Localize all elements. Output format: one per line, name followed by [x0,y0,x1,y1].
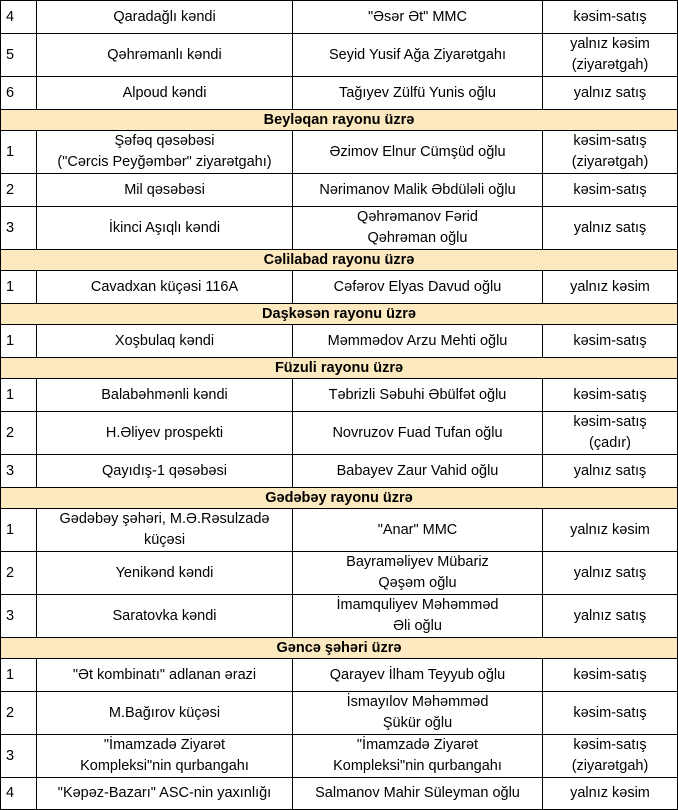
table-row [1,131,678,174]
owner-cell: Təbrizli Səbuhi Əbülfət oğlu [293,379,543,412]
activity-type-cell: yalnız kəsim [543,271,678,304]
section-header-row [1,110,678,131]
location-cell: Yenikənd kəndi [37,552,293,595]
activity-type-cell: yalnız satış [543,455,678,488]
owner-cell: Bayraməliyev Mübariz Qəşəm oğlu [293,552,543,595]
location-cell: Balabəhmənli kəndi [37,379,293,412]
table-row [1,174,678,207]
location-cell: Cavadxan küçəsi 116A [37,271,293,304]
section-title: Cəlilabad rayonu üzrə [1,250,678,271]
section-title: Beyləqan rayonu üzrə [1,110,678,131]
location-cell: "Kəpəz-Bazarı" ASC-nin yaxınlığı [37,778,293,810]
table-row [1,34,678,77]
table-row [1,325,678,358]
location-cell: Gədəbəy şəhəri, M.Ə.Rəsulzadə küçəsi [37,509,293,552]
activity-type-cell: yalnız kəsim [543,509,678,552]
row-number-cell: 1 [1,131,37,174]
section-title: Daşkəsən rayonu üzrə [1,304,678,325]
location-cell: Xoşbulaq kəndi [37,325,293,358]
activity-type-cell: kəsim-satış (çadır) [543,412,678,455]
activity-type-cell: yalnız kəsim [543,778,678,810]
section-title: Gədəbəy rayonu üzrə [1,488,678,509]
table-row [1,509,678,552]
owner-cell: Novruzov Fuad Tufan oğlu [293,412,543,455]
row-number-cell: 1 [1,659,37,692]
location-cell: Qaradağlı kəndi [37,1,293,34]
table-row [1,77,678,110]
row-number-cell: 5 [1,34,37,77]
table-body [1,1,678,810]
row-number-cell: 1 [1,325,37,358]
row-number-cell: 3 [1,595,37,638]
activity-type-cell: kəsim-satış [543,174,678,207]
row-number-cell: 3 [1,735,37,778]
owner-cell: Qəhrəmanov Fərid Qəhrəman oğlu [293,207,543,250]
owner-cell: Salmanov Mahir Süleyman oğlu [293,778,543,810]
owner-cell: "Əsər Ət" MMC [293,1,543,34]
location-cell: "İmamzadə Ziyarət Kompleksi"nin qurbangahı [37,735,293,778]
row-number-cell: 2 [1,412,37,455]
activity-type-cell: yalnız satış [543,77,678,110]
row-number-cell: 1 [1,271,37,304]
table-row [1,1,678,34]
section-header-row [1,250,678,271]
owner-cell: Tağıyev Zülfü Yunis oğlu [293,77,543,110]
activity-type-cell: kəsim-satış [543,659,678,692]
owner-cell: Əzimov Elnur Cümşüd oğlu [293,131,543,174]
owner-cell: Cəfərov Elyas Davud oğlu [293,271,543,304]
activity-type-cell: kəsim-satış [543,379,678,412]
location-cell: İkinci Aşıqlı kəndi [37,207,293,250]
table-row [1,659,678,692]
owner-cell: İsmayılov Məhəmməd Şükür oğlu [293,692,543,735]
location-cell: H.Əliyev prospekti [37,412,293,455]
row-number-cell: 2 [1,552,37,595]
row-number-cell: 3 [1,455,37,488]
section-header-row [1,304,678,325]
table-row [1,455,678,488]
activity-type-cell: yalnız satış [543,595,678,638]
location-cell: M.Bağırov küçəsi [37,692,293,735]
location-cell: Qayıdış-1 qəsəbəsi [37,455,293,488]
row-number-cell: 6 [1,77,37,110]
activity-type-cell: kəsim-satış (ziyarətgah) [543,735,678,778]
activity-type-cell: yalnız satış [543,552,678,595]
location-cell: "Ət kombinatı" adlanan ərazi [37,659,293,692]
activity-type-cell: kəsim-satış [543,325,678,358]
table-row [1,379,678,412]
table-row [1,735,678,778]
table-row [1,207,678,250]
row-number-cell: 2 [1,174,37,207]
row-number-cell: 2 [1,692,37,735]
owner-cell: "İmamzadə Ziyarət Kompleksi"nin qurbangahı [293,735,543,778]
row-number-cell: 1 [1,509,37,552]
location-cell: Saratovka kəndi [37,595,293,638]
row-number-cell: 3 [1,207,37,250]
section-title: Gəncə şəhəri üzrə [1,638,678,659]
activity-type-cell: yalnız kəsim (ziyarətgah) [543,34,678,77]
section-header-row [1,638,678,659]
owner-cell: İmamquliyev Məhəmməd Əli oğlu [293,595,543,638]
activity-type-cell: yalnız satış [543,207,678,250]
row-number-cell: 4 [1,1,37,34]
owner-cell: Qarayev İlham Teyyub oğlu [293,659,543,692]
table-row [1,412,678,455]
table-row [1,595,678,638]
owner-cell: "Anar" MMC [293,509,543,552]
activity-type-cell: kəsim-satış [543,692,678,735]
table-row [1,778,678,810]
section-header-row [1,488,678,509]
owner-cell: Babayev Zaur Vahid oğlu [293,455,543,488]
table-row [1,552,678,595]
table-row [1,271,678,304]
section-header-row [1,358,678,379]
location-cell: Alpoud kəndi [37,77,293,110]
location-cell: Mil qəsəbəsi [37,174,293,207]
owner-cell: Nərimanov Malik Əbdüləli oğlu [293,174,543,207]
owner-cell: Məmmədov Arzu Mehti oğlu [293,325,543,358]
activity-type-cell: kəsim-satış [543,1,678,34]
row-number-cell: 1 [1,379,37,412]
section-title: Füzuli rayonu üzrə [1,358,678,379]
table-row [1,692,678,735]
location-cell: Şəfəq qəsəbəsi ("Cərcis Peyğəmbər" ziyarətgahı) [37,131,293,174]
activity-type-cell: kəsim-satış (ziyarətgah) [543,131,678,174]
row-number-cell: 4 [1,778,37,810]
owner-cell: Seyid Yusif Ağa Ziyarətgahı [293,34,543,77]
location-cell: Qəhrəmanlı kəndi [37,34,293,77]
